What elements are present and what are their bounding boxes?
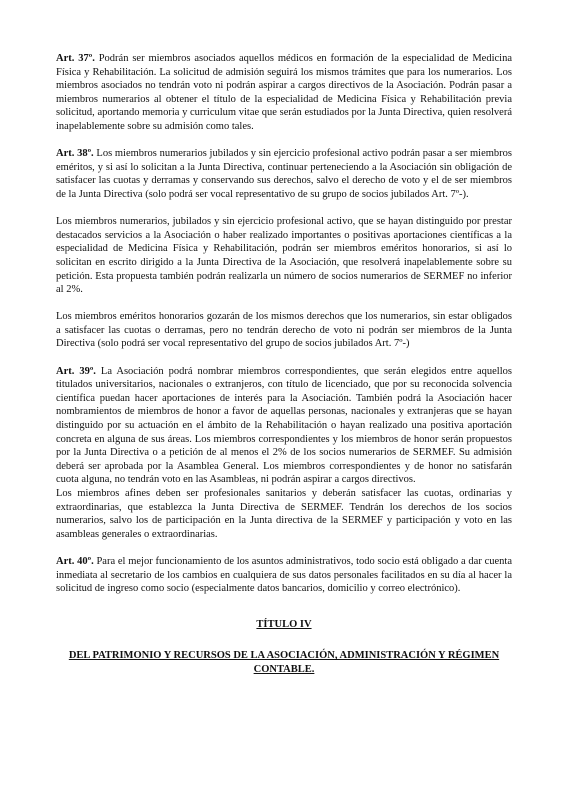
article-38-paragraph-3: Los miembros eméritos honorarios gozarán de los mismos derechos que los numerarios, sin estar obligados a satisfacer las cuotas o derramas, pero no tendrán derecho de voto ni podrán ser miembros de la Junta Directiva (solo podrá ser vocal representativo del grupo de socios jubilados Art. 7º-) (56, 311, 512, 350)
article-39-text: La Asociación podrá nombrar miembros correspondientes, que serán elegidos entre aquellos titulados universitarios, nacionales o extranjeros, con título de licenciado, que por su reconocida solvencia científica puedan hacer aportaciones de interés para la Asociación. También podrá la Asociación hacer nombramientos de miembros de honor a favor de aquellas personas, nacionales y extranjeras que se hayan distinguido por su actuación en el ámbito de la Rehabilitación o hayan realizado una positiva aportación concreta en alguna de sus áreas. Los miembros correspondientes y los miembros de honor serán propuestos por la Junta Directiva o a petición de al menos el 2% de los socios numerarios de SERMEF. Su admisión deberá ser aprobada por la Asamblea General. Los miembros correspondientes y de honor no satisfarán cuota alguna, no tendrán voto en las Asambleas, ni podrán aspirar a cargos directivos. (56, 365, 512, 486)
article-38-paragraph-2: Los miembros numerarios, jubilados y sin ejercicio profesional activo, que se hayan distinguido por prestar destacados servicios a la Asociación o haber realizado importantes o positivas aportaciones científicas a la especialidad de Medicina Física y Rehabilitación, podrán ser miembros eméritos honorarios, si así lo solicitan en escrito dirigido a la Junta Directiva de la Asociación, que resolverá inapelablemente sobre su petición. Esta propuesta también podrán realizarla un número de socios numerarios de SERMEF no inferior al 2%. (56, 216, 512, 296)
article-40-label: Art. 40º. (56, 555, 94, 567)
title-heading: TÍTULO IV (256, 618, 312, 630)
article-39-paragraph (56, 365, 512, 487)
article-37-paragraph (56, 52, 512, 134)
article-40-text: Para el mejor funcionamiento de los asuntos administrativos, todo socio está obligado a dar cuenta inmediata al secretario de los cambios en cualquiera de sus datos personales facilitados en su día al hacer la solicitud de ingreso como socio (especialmente datos bancarios, domicilio y correo electrónico). (56, 555, 512, 595)
article-38-label: Art. 38º. (56, 148, 94, 160)
article-38-text: Los miembros numerarios jubilados y sin ejercicio profesional activo podrán pasar a ser miembros eméritos, y si así lo solicitan a la Junta Directiva, continuar perteneciendo a la Asociación sin obligación de satisfacer las cuotas y derramas y conservando sus derechos, salvo el derecho de voto y el de ser miembros de la Junta Directiva (solo podrá ser vocal representativo de su grupo de socios jubilados Art. 7º-). (56, 148, 512, 200)
article-38-paragraph (56, 147, 512, 201)
article-40-paragraph (56, 555, 512, 596)
document-body (56, 52, 512, 677)
article-37-label: Art. 37º. (56, 53, 95, 64)
article-39-label: Art. 39º. (56, 365, 96, 377)
subtitle-heading: DEL PATRIMONIO Y RECURSOS DE LA ASOCIACIÓN, ADMINISTRACIÓN Y RÉGIMEN CONTABLE. (68, 650, 500, 675)
article-37-text: Podrán ser miembros asociados aquellos médicos en formación de la especialidad de Medicina Física y Rehabilitación. La solicitud de admisión seguirá los mismos trámites que para los numerarios. Los miembros asociados no tendrán voto ni podrán aspirar a cargos directivos de la Asociación. Podrán pasar a miembros numerarios al obtener el título de la especialidad de Medicina Física y Rehabilitación previa solicitud, aportando memoria y curriculum vitae que serán estudiados por la Junta Directiva, quien resolverá inapelablemente sobre su admisión como tales. (56, 53, 512, 132)
article-39-paragraph-2: Los miembros afines deben ser profesionales sanitarios y deberán satisfacer las cuotas, ordinarias y extraordinarias, que establezca la Junta Directiva de SERMEF. Tendrán los derechos de los socios numerarios, salvo los de participación en la Junta directiva de la SERMEF y participación y voto en las asambleas generales o extraordinarias. (56, 488, 512, 540)
